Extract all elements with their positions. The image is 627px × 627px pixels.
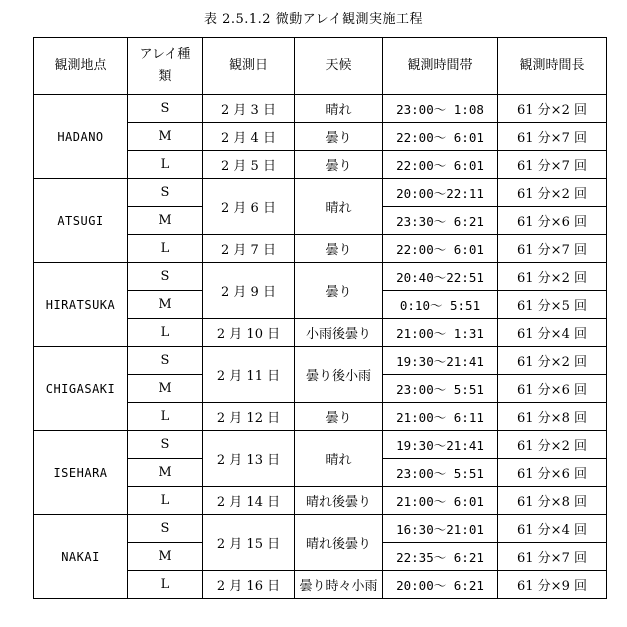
array-size-cell: M	[128, 375, 203, 403]
weather-cell: 晴れ	[295, 431, 383, 487]
duration-cell: 61 分×7 回	[498, 151, 607, 179]
table-row	[34, 95, 607, 123]
duration-cell: 61 分×2 回	[498, 347, 607, 375]
time-band-cell: 21:00～ 6:11	[383, 403, 498, 431]
duration-cell: 61 分×7 回	[498, 123, 607, 151]
array-size-cell: M	[128, 459, 203, 487]
header-row	[34, 38, 607, 95]
date-cell: 2 月 11 日	[203, 347, 295, 403]
duration-cell: 61 分×6 回	[498, 207, 607, 235]
time-band-cell: 19:30～21:41	[383, 431, 498, 459]
array-size-cell: M	[128, 291, 203, 319]
duration-cell: 61 分×7 回	[498, 543, 607, 571]
time-band-cell: 20:00～ 6:21	[383, 571, 498, 599]
weather-cell: 小雨後曇り	[295, 319, 383, 347]
weather-cell: 曇り	[295, 403, 383, 431]
location-cell: HIRATSUKA	[34, 263, 128, 347]
date-cell: 2 月 14 日	[203, 487, 295, 515]
array-size-cell: M	[128, 543, 203, 571]
header-location: 観測地点	[34, 38, 128, 95]
duration-cell: 61 分×2 回	[498, 431, 607, 459]
location-cell: HADANO	[34, 95, 128, 179]
date-cell: 2 月 13 日	[203, 431, 295, 487]
table-row	[34, 263, 607, 291]
array-size-cell: S	[128, 431, 203, 459]
array-size-cell: S	[128, 95, 203, 123]
array-size-cell: S	[128, 179, 203, 207]
weather-cell: 曇り後小雨	[295, 347, 383, 403]
weather-cell: 曇り時々小雨	[295, 571, 383, 599]
array-size-cell: M	[128, 207, 203, 235]
weather-cell: 曇り	[295, 263, 383, 319]
time-band-cell: 23:00～ 5:51	[383, 459, 498, 487]
duration-cell: 61 分×8 回	[498, 403, 607, 431]
weather-cell: 曇り	[295, 123, 383, 151]
duration-cell: 61 分×2 回	[498, 179, 607, 207]
weather-cell: 晴れ	[295, 95, 383, 123]
table-row	[34, 347, 607, 375]
weather-cell: 晴れ後曇り	[295, 515, 383, 571]
location-cell: ISEHARA	[34, 431, 128, 515]
table-title: 表 2.5.1.2 微動アレイ観測実施工程	[203, 12, 424, 27]
array-size-cell: M	[128, 123, 203, 151]
location-cell: ATSUGI	[34, 179, 128, 263]
time-band-cell: 22:00～ 6:01	[383, 235, 498, 263]
time-band-cell: 19:30～21:41	[383, 347, 498, 375]
time-band-cell: 21:00～ 6:01	[383, 487, 498, 515]
duration-cell: 61 分×6 回	[498, 375, 607, 403]
date-cell: 2 月 6 日	[203, 179, 295, 235]
table-row	[34, 179, 607, 207]
time-band-cell: 23:30～ 6:21	[383, 207, 498, 235]
header-array-type-line1: アレイ種	[139, 47, 191, 62]
time-band-cell: 22:00～ 6:01	[383, 151, 498, 179]
time-band-cell: 16:30～21:01	[383, 515, 498, 543]
location-cell: NAKAI	[34, 515, 128, 599]
duration-cell: 61 分×5 回	[498, 291, 607, 319]
time-band-cell: 20:40～22:51	[383, 263, 498, 291]
duration-cell: 61 分×7 回	[498, 235, 607, 263]
location-cell: CHIGASAKI	[34, 347, 128, 431]
time-band-cell: 23:00～ 5:51	[383, 375, 498, 403]
date-cell: 2 月 5 日	[203, 151, 295, 179]
date-cell: 2 月 4 日	[203, 123, 295, 151]
time-band-cell: 22:35～ 6:21	[383, 543, 498, 571]
array-size-cell: L	[128, 403, 203, 431]
date-cell: 2 月 16 日	[203, 571, 295, 599]
time-band-cell: 23:00～ 1:08	[383, 95, 498, 123]
date-cell: 2 月 12 日	[203, 403, 295, 431]
date-cell: 2 月 3 日	[203, 95, 295, 123]
array-size-cell: S	[128, 347, 203, 375]
duration-cell: 61 分×4 回	[498, 515, 607, 543]
weather-cell: 曇り	[295, 235, 383, 263]
array-size-cell: S	[128, 515, 203, 543]
schedule-body	[34, 95, 607, 599]
date-cell: 2 月 15 日	[203, 515, 295, 571]
duration-cell: 61 分×8 回	[498, 487, 607, 515]
header-array-type-line2: 類	[158, 69, 172, 84]
header-weather: 天候	[295, 38, 383, 95]
time-band-cell: 0:10～ 5:51	[383, 291, 498, 319]
date-cell: 2 月 9 日	[203, 263, 295, 319]
duration-cell: 61 分×6 回	[498, 459, 607, 487]
date-cell: 2 月 7 日	[203, 235, 295, 263]
time-band-cell: 21:00～ 1:31	[383, 319, 498, 347]
array-size-cell: S	[128, 263, 203, 291]
duration-cell: 61 分×2 回	[498, 263, 607, 291]
date-cell: 2 月 10 日	[203, 319, 295, 347]
array-size-cell: L	[128, 235, 203, 263]
time-band-cell: 22:00～ 6:01	[383, 123, 498, 151]
weather-cell: 晴れ後曇り	[295, 487, 383, 515]
time-band-cell: 20:00～22:11	[383, 179, 498, 207]
header-time-band: 観測時間帯	[383, 38, 498, 95]
header-array-type	[128, 38, 203, 95]
observation-schedule-table	[33, 37, 607, 599]
array-size-cell: L	[128, 319, 203, 347]
array-size-cell: L	[128, 151, 203, 179]
weather-cell: 晴れ	[295, 179, 383, 235]
duration-cell: 61 分×9 回	[498, 571, 607, 599]
duration-cell: 61 分×4 回	[498, 319, 607, 347]
table-row	[34, 515, 607, 543]
header-duration: 観測時間長	[498, 38, 607, 95]
table-row	[34, 431, 607, 459]
header-date: 観測日	[203, 38, 295, 95]
duration-cell: 61 分×2 回	[498, 95, 607, 123]
array-size-cell: L	[128, 487, 203, 515]
array-size-cell: L	[128, 571, 203, 599]
weather-cell: 曇り	[295, 151, 383, 179]
